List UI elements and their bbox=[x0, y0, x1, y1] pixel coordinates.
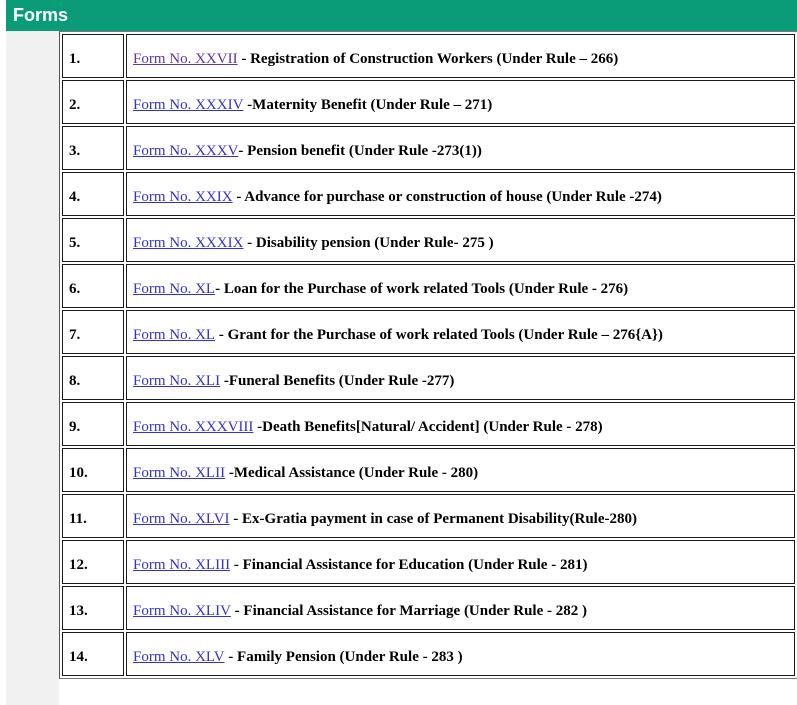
form-description-cell bbox=[126, 356, 795, 400]
table-row bbox=[62, 34, 795, 78]
table-row bbox=[62, 632, 795, 676]
table-row bbox=[62, 448, 795, 492]
form-description: -Funeral Benefits (Under Rule -277) bbox=[220, 372, 455, 389]
page-title: Forms bbox=[13, 5, 69, 25]
form-description: - Financial Assistance for Marriage (Under Rule - 282 ) bbox=[230, 602, 587, 619]
forms-table bbox=[59, 31, 797, 679]
form-number: 7. bbox=[62, 310, 124, 354]
form-number: 13. bbox=[62, 586, 124, 630]
form-description: -Maternity Benefit (Under Rule – 271) bbox=[243, 96, 493, 113]
form-link[interactable]: Form No. XLIII bbox=[133, 556, 231, 573]
table-row bbox=[62, 264, 795, 308]
form-description: - Family Pension (Under Rule - 283 ) bbox=[224, 648, 463, 665]
form-link[interactable]: Form No. XXXIV bbox=[133, 96, 244, 113]
form-description-cell bbox=[126, 494, 795, 538]
table-row bbox=[62, 494, 795, 538]
form-description: - Advance for purchase or construction of house (Under Rule -274) bbox=[232, 188, 662, 205]
form-description: - Financial Assistance for Education (Under Rule - 281) bbox=[230, 556, 588, 573]
table-row bbox=[62, 356, 795, 400]
form-number: 4. bbox=[62, 172, 124, 216]
form-description: -Death Benefits[Natural/ Accident] (Under Rule - 278) bbox=[253, 418, 603, 435]
form-number: 1. bbox=[62, 34, 124, 78]
form-description: - Registration of Construction Workers (Under Rule – 266) bbox=[237, 50, 619, 67]
form-description: -Medical Assistance (Under Rule - 280) bbox=[225, 464, 479, 481]
form-number: 3. bbox=[62, 126, 124, 170]
form-description-cell bbox=[126, 586, 795, 630]
form-description: - Ex-Gratia payment in case of Permanent Disability(Rule-280) bbox=[229, 510, 637, 527]
form-link[interactable]: Form No. XXXVIII bbox=[133, 418, 254, 435]
form-link[interactable]: Form No. XXVII bbox=[133, 50, 238, 67]
form-link[interactable]: Form No. XL bbox=[133, 280, 216, 297]
table-row bbox=[62, 402, 795, 446]
form-link[interactable]: Form No. XLV bbox=[133, 648, 225, 665]
form-description-cell bbox=[126, 34, 795, 78]
form-description: - Disability pension (Under Rule- 275 ) bbox=[243, 234, 494, 251]
table-row bbox=[62, 126, 795, 170]
form-description: - Loan for the Purchase of work related Tools (Under Rule - 276) bbox=[215, 280, 629, 297]
table-row bbox=[62, 540, 795, 584]
form-link[interactable]: Form No. XLI bbox=[133, 372, 221, 389]
form-link[interactable]: Form No. XXXIX bbox=[133, 234, 244, 251]
form-number: 8. bbox=[62, 356, 124, 400]
form-number: 11. bbox=[62, 494, 124, 538]
form-number: 6. bbox=[62, 264, 124, 308]
form-link[interactable]: Form No. XLII bbox=[133, 464, 226, 481]
form-link[interactable]: Form No. XXIX bbox=[133, 188, 233, 205]
table-row bbox=[62, 218, 795, 262]
form-description-cell bbox=[126, 126, 795, 170]
form-link[interactable]: Form No. XL bbox=[133, 326, 216, 343]
form-number: 5. bbox=[62, 218, 124, 262]
forms-table-body bbox=[62, 34, 795, 676]
form-number: 12. bbox=[62, 540, 124, 584]
left-gutter bbox=[6, 31, 59, 705]
form-description: - Pension benefit (Under Rule -273(1)) bbox=[238, 142, 482, 159]
form-description: - Grant for the Purchase of work related Tools (Under Rule – 276{A}) bbox=[215, 326, 663, 343]
form-description-cell bbox=[126, 632, 795, 676]
form-description-cell bbox=[126, 310, 795, 354]
form-link[interactable]: Form No. XLIV bbox=[133, 602, 231, 619]
form-description-cell bbox=[126, 402, 795, 446]
form-description-cell bbox=[126, 218, 795, 262]
forms-header bbox=[6, 0, 797, 31]
form-number: 10. bbox=[62, 448, 124, 492]
table-row bbox=[62, 586, 795, 630]
table-row bbox=[62, 80, 795, 124]
form-number: 2. bbox=[62, 80, 124, 124]
form-number: 14. bbox=[62, 632, 124, 676]
table-row bbox=[62, 172, 795, 216]
table-row bbox=[62, 310, 795, 354]
form-description-cell bbox=[126, 540, 795, 584]
form-description-cell bbox=[126, 172, 795, 216]
form-link[interactable]: Form No. XXXV bbox=[133, 142, 239, 159]
form-description-cell bbox=[126, 448, 795, 492]
form-number: 9. bbox=[62, 402, 124, 446]
form-description-cell bbox=[126, 264, 795, 308]
form-link[interactable]: Form No. XLVI bbox=[133, 510, 230, 527]
form-description-cell bbox=[126, 80, 795, 124]
